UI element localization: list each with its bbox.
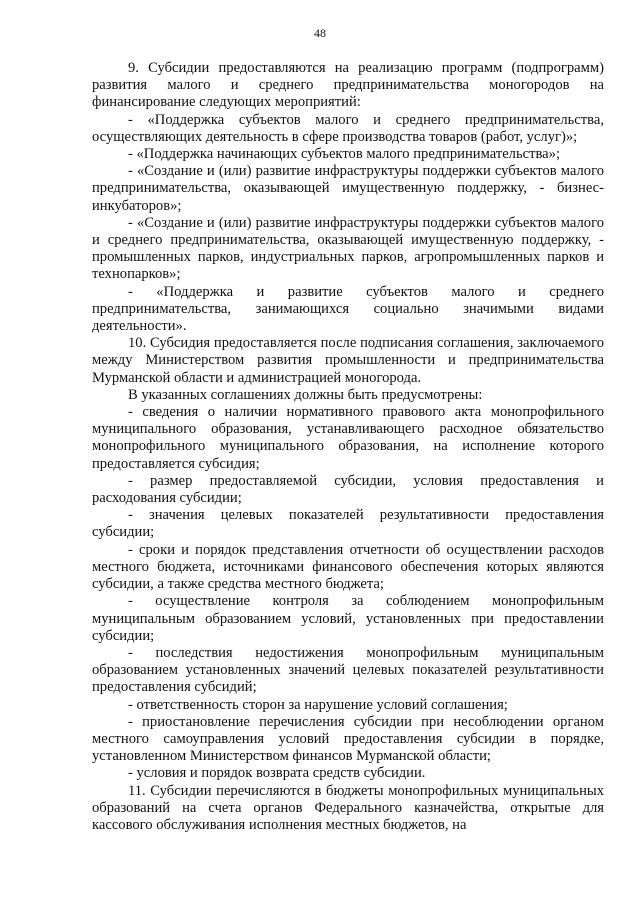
list-item: - «Поддержка субъектов малого и среднего предпринимательства, осуществляющих деятельность в сфере производства товаров (работ, услуг)»; xyxy=(92,111,604,145)
paragraph-11: 11. Субсидии перечисляются в бюджеты монопрофильных муниципальных образований на счета органов Федерального казначейства, открытые для кассового обслуживания исполнения местных бюджетов, на xyxy=(92,782,604,833)
list-item: - «Создание и (или) развитие инфраструктуры поддержки субъектов малого и среднего предпринимательства, оказывающей имущественную поддержку, - промышленных парков, индустриальных парков, агропромышленных парков и технопарков»; xyxy=(92,214,604,283)
paragraph-9: 9. Субсидии предоставляются на реализацию программ (подпрограмм) развития малого и среднего предпринимательства моногородов на финансирование следующих мероприятий: xyxy=(92,60,604,111)
paragraph-intro: В указанных соглашениях должны быть предусмотрены: xyxy=(128,386,483,403)
document-body xyxy=(92,60,604,834)
list-item: - приостановление перечисления субсидии при несоблюдении органом местного самоуправления условий предоставления субсидии в порядке, установленном Министерством финансов Мурманской области; xyxy=(92,713,604,765)
page-number: 48 xyxy=(314,26,326,40)
list-item: - последствия недостижения монопрофильным муниципальным образованием установленных значений целевых показателей результативности предоставления субсидий; xyxy=(92,644,604,696)
list-item: - размер предоставляемой субсидии, условия предоставления и расходования субсидии; xyxy=(92,472,604,507)
list-item: - условия и порядок возврата средств субсидии. xyxy=(128,765,426,782)
list-item: - сроки и порядок представления отчетности об осуществлении расходов местного бюджета, источниками финансового обеспечения которых являются субсидии, а также средства местного бюджета; xyxy=(92,541,604,593)
list-item: - значения целевых показателей результативности предоставления субсидии; xyxy=(92,507,604,541)
list-item: - «Поддержка начинающих субъектов малого предпринимательства»; xyxy=(128,146,561,163)
list-item: - «Поддержка и развитие субъектов малого и среднего предпринимательства, занимающихся социально значимыми видами деятельности». xyxy=(92,283,604,335)
list-item: - ответственность сторон за нарушение условий соглашения; xyxy=(128,696,508,713)
list-item: - сведения о наличии нормативного правового акта монопрофильного муниципального образования, устанавливающего расходное обязательство монопрофильного муниципального образования, на исполнение которого предоставляется субсидия; xyxy=(92,404,604,472)
list-item: - осуществление контроля за соблюдением монопрофильным муниципальным образованием условий, установленных при предоставлении субсидии; xyxy=(92,593,604,644)
list-item: - «Создание и (или) развитие инфраструктуры поддержки субъектов малого предпринимательства, оказывающей имущественную поддержку, - бизнес-инкубаторов»; xyxy=(92,163,604,214)
paragraph-10: 10. Субсидия предоставляется после подписания соглашения, заключаемого между Министерством развития промышленности и предпринимательства Мурманской области и администрацией моногорода. xyxy=(92,335,604,386)
